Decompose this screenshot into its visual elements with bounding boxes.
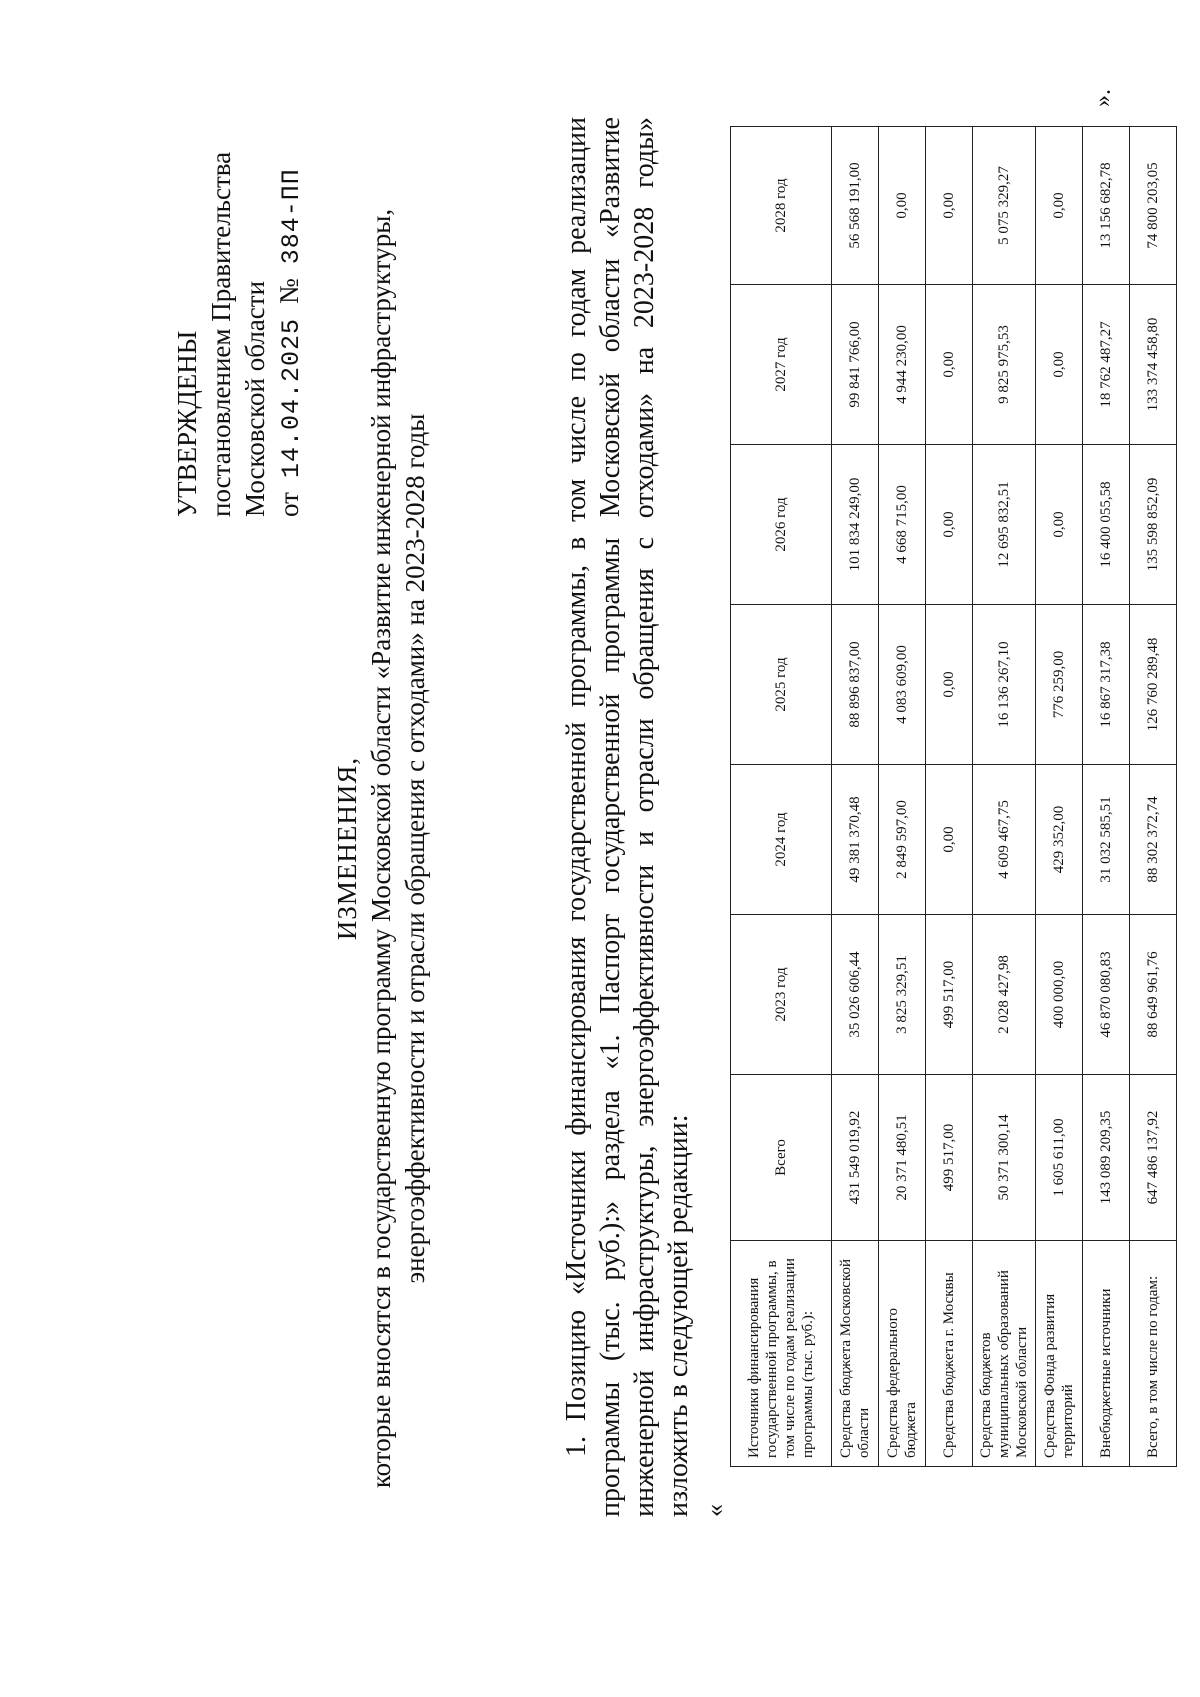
row-value: 9 825 975,53 bbox=[973, 285, 1036, 445]
close-quote: ». bbox=[1090, 89, 1116, 107]
row-value: 400 000,00 bbox=[1036, 915, 1083, 1075]
row-value: 20 371 480,51 bbox=[879, 1075, 926, 1241]
financing-table bbox=[730, 126, 1177, 1467]
row-value: 49 381 370,48 bbox=[832, 765, 879, 915]
row-value: 101 834 249,00 bbox=[832, 445, 879, 605]
row-value: 2 849 597,00 bbox=[879, 765, 926, 915]
row-value: 4 944 230,00 bbox=[879, 285, 926, 445]
row-value: 0,00 bbox=[926, 605, 973, 765]
heading-line-1: которые вносятся в государственную программу Московской области «Развитие инженерной инфраструктуры, bbox=[366, 208, 396, 1489]
row-value: 0,00 bbox=[879, 127, 926, 285]
table-row bbox=[1036, 127, 1083, 1467]
table-row bbox=[926, 127, 973, 1467]
row-value: 647 486 137,92 bbox=[1130, 1075, 1177, 1241]
table-row bbox=[832, 127, 879, 1467]
row-value: 99 841 766,00 bbox=[832, 285, 879, 445]
row-value: 0,00 bbox=[1036, 445, 1083, 605]
row-value: 135 598 852,09 bbox=[1130, 445, 1177, 605]
approval-title: УТВЕРЖДЕНЫ bbox=[172, 330, 202, 517]
row-value: 4 668 715,00 bbox=[879, 445, 926, 605]
header-2027: 2027 год bbox=[731, 285, 832, 445]
row-value: 46 870 080,83 bbox=[1083, 915, 1130, 1075]
row-value: 431 549 019,92 bbox=[832, 1075, 879, 1241]
row-value: 0,00 bbox=[1036, 127, 1083, 285]
approval-number: 384-ПП bbox=[277, 168, 306, 265]
row-value: 18 762 487,27 bbox=[1083, 285, 1130, 445]
header-2028: 2028 год bbox=[731, 127, 832, 285]
row-value: 88 649 961,76 bbox=[1130, 915, 1177, 1075]
row-label: Средства бюджета г. Москвы bbox=[926, 1241, 973, 1467]
row-value: 4 083 609,00 bbox=[879, 605, 926, 765]
row-value: 126 760 289,48 bbox=[1130, 605, 1177, 765]
row-label: Всего, в том числе по годам: bbox=[1130, 1241, 1177, 1467]
row-value: 499 517,00 bbox=[926, 1075, 973, 1241]
approval-date-prefix: от bbox=[274, 492, 304, 517]
table-row bbox=[879, 127, 926, 1467]
open-quote: « bbox=[700, 1504, 729, 1517]
row-value: 0,00 bbox=[926, 445, 973, 605]
header-2025: 2025 год bbox=[731, 605, 832, 765]
document-heading bbox=[330, 0, 432, 1697]
row-value: 16 136 267,10 bbox=[973, 605, 1036, 765]
approval-date-line bbox=[272, 47, 309, 517]
row-value: 0,00 bbox=[926, 127, 973, 285]
paragraph-text: 1. Позицию «Источники финансирования государственной программы, в том числе по годам реализации программы (тыс. руб.):» раздела «1. Паспорт государственной программы Московской области «Развитие инженерной инфраструктуры, энергоэффективности и отрасли обращения с отходами» на 2023-2028 годы» изложить в следующей редакции: bbox=[561, 117, 694, 1517]
row-value: 4 609 467,75 bbox=[973, 765, 1036, 915]
body-paragraph bbox=[560, 117, 696, 1517]
row-value: 133 374 458,80 bbox=[1130, 285, 1177, 445]
approval-line-2: Московской области bbox=[240, 280, 270, 517]
row-value: 143 089 209,35 bbox=[1083, 1075, 1130, 1241]
row-value: 16 400 055,58 bbox=[1083, 445, 1130, 605]
row-value: 12 695 832,51 bbox=[973, 445, 1036, 605]
approval-number-sign: № bbox=[274, 278, 304, 305]
row-label: Средства Фонда развития территорий bbox=[1036, 1241, 1083, 1467]
row-value: 88 302 372,74 bbox=[1130, 765, 1177, 915]
header-2026: 2026 год bbox=[731, 445, 832, 605]
row-value: 16 867 317,38 bbox=[1083, 605, 1130, 765]
row-value: 2 028 427,98 bbox=[973, 915, 1036, 1075]
row-value: 3 825 329,51 bbox=[879, 915, 926, 1075]
heading-title: ИЗМЕНЕНИЯ, bbox=[332, 756, 362, 941]
row-value: 776 259,00 bbox=[1036, 605, 1083, 765]
header-source-label: Источники финансирования государственной программы, в том числе по годам реализации программы (тыс. руб.): bbox=[731, 1241, 832, 1467]
header-2024: 2024 год bbox=[731, 765, 832, 915]
row-value: 35 026 606,44 bbox=[832, 915, 879, 1075]
table-row bbox=[1130, 127, 1177, 1467]
row-value: 13 156 682,78 bbox=[1083, 127, 1130, 285]
row-value: 0,00 bbox=[926, 285, 973, 445]
row-value: 0,00 bbox=[1036, 285, 1083, 445]
row-value: 56 568 191,00 bbox=[832, 127, 879, 285]
row-value: 50 371 300,14 bbox=[973, 1075, 1036, 1241]
row-label: Средства федерального бюджета bbox=[879, 1241, 926, 1467]
row-value: 31 032 585,51 bbox=[1083, 765, 1130, 915]
approval-line-1: постановлением Правительства bbox=[206, 151, 236, 517]
approval-stamp bbox=[170, 47, 309, 517]
approval-date: 14.04.2025 bbox=[277, 318, 306, 479]
row-value: 0,00 bbox=[926, 765, 973, 915]
row-value: 1 605 611,00 bbox=[1036, 1075, 1083, 1241]
table-row bbox=[1083, 127, 1130, 1467]
row-label: Средства бюджетов муниципальных образований Московской области bbox=[973, 1241, 1036, 1467]
row-value: 88 896 837,00 bbox=[832, 605, 879, 765]
row-value: 5 075 329,27 bbox=[973, 127, 1036, 285]
header-2023: 2023 год bbox=[731, 915, 832, 1075]
row-label: Внебюджетные источники bbox=[1083, 1241, 1130, 1467]
row-value: 499 517,00 bbox=[926, 915, 973, 1075]
table-header-row bbox=[731, 127, 832, 1467]
table-row bbox=[973, 127, 1036, 1467]
row-value: 74 800 203,05 bbox=[1130, 127, 1177, 285]
row-value: 429 352,00 bbox=[1036, 765, 1083, 915]
row-label: Средства бюджета Московской области bbox=[832, 1241, 879, 1467]
header-total: Всего bbox=[731, 1075, 832, 1241]
heading-line-2: энергоэффективности и отрасли обращения с отходами» на 2023-2028 годы bbox=[400, 413, 430, 1284]
